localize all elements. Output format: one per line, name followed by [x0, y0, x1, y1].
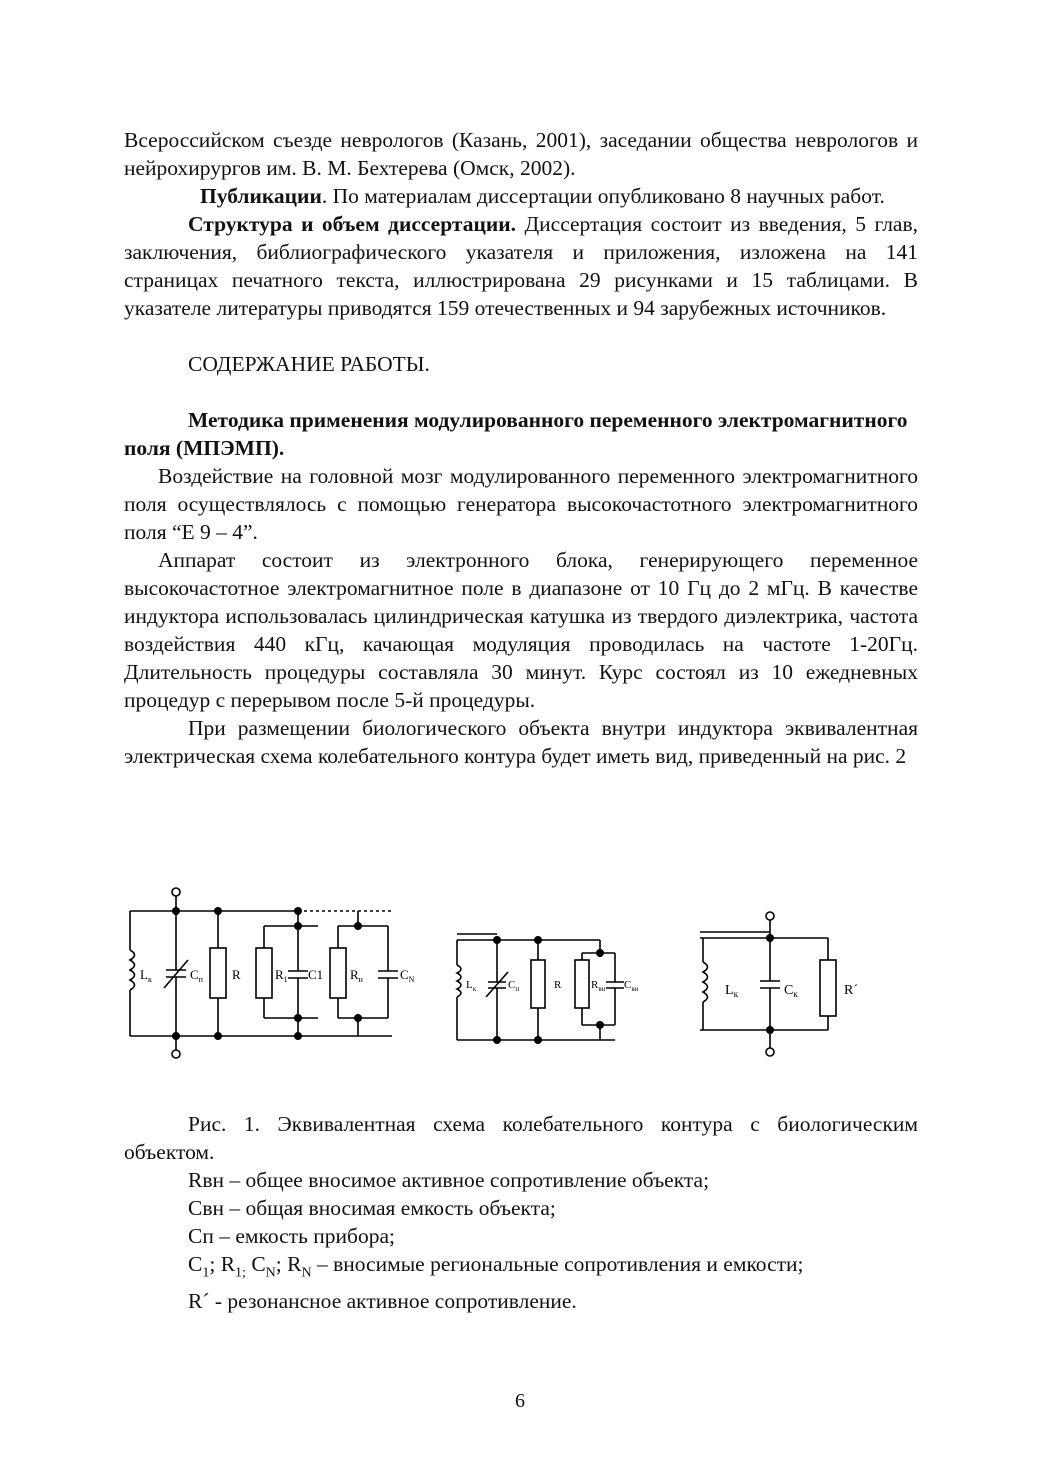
svg-text:Cк: $C_к$	[784, 983, 798, 999]
svg-text:Lк: $L_к$	[466, 979, 477, 993]
paragraph-apparatus: Аппарат состоит из электронного блока, генерирующего переменное высокочастотное электромагнитное поле в диапазоне от 10 Гц до 2 мГц. В качестве индуктора использовалась цилиндрическая катушка из твердого диэлектрика, частота воздействия 440 кГц, качающая модуляция проводилась на частоте 1-20Гц. Длительность процедуры составляла 30 минут. Курс состоял из 10 ежедневных процедур с перерывом после 5-й процедуры.	[124, 548, 918, 712]
page-number: 6	[515, 1390, 525, 1412]
paragraph-placement: При размещении биологического объекта внутри индуктора эквивалентная электрическая схема колебательного контура будет иметь вид, приведенный на рис. 2	[124, 716, 918, 768]
svg-text:Rн: $R_н$	[350, 967, 363, 984]
svg-text:Rвн: $R_{вн}$	[591, 979, 606, 993]
circuit-1	[130, 888, 415, 1058]
paragraph-conferences: Всероссийском съезде неврологов (Казань, 2001), заседании общества неврологов и нейрохирургов им. В. М. Бехтерева (Омск, 2002).	[124, 128, 918, 180]
method-heading: Методика применения модулированного переменного электромагнитного поля (МПЭМП).	[124, 408, 908, 460]
document-body	[124, 126, 918, 770]
svg-text:Cп: $C_п$	[508, 979, 520, 993]
svg-text:Cвн: $C_{вн}$	[624, 979, 639, 993]
legend-item: R´ - резонансное активное сопротивление.	[188, 1289, 577, 1314]
legend-item: Cп – емкость прибора;	[188, 1224, 395, 1248]
structure-label: Структура и объем диссертации.	[188, 212, 517, 236]
svg-text:CN: $C_N$	[400, 967, 415, 984]
section-title: СОДЕРЖАНИЕ РАБОТЫ.	[188, 352, 430, 376]
legend-item: Cвн – общая вносимая емкость объекта;	[188, 1196, 556, 1220]
svg-text:Cп: $C_п$	[190, 967, 203, 984]
paragraph-publications: Публикации. По материалам диссертации опубликовано 8 научных работ.	[200, 184, 885, 208]
publications-label: Публикации	[200, 184, 322, 208]
svg-text:R1: $R_1$	[275, 967, 288, 984]
svg-text:R´: R´	[844, 983, 858, 998]
figure-caption	[124, 1110, 918, 1315]
svg-text:C1: C1	[308, 967, 324, 982]
circuit-schematic	[120, 880, 920, 1070]
paragraph-structure: Структура и объем диссертации. Диссертация состоит из введения, 5 глав, заключения, библиографического указателя и приложения, изложена на 141 страницах печатного текста, иллюстрирована 29 рисунками и 15 таблицами. В указателе литературы приводятся 159 отечественных и 94 зарубежных источников.	[124, 212, 918, 320]
circuit-2	[457, 934, 639, 1044]
svg-text:R: R	[232, 967, 241, 982]
circuit-3	[700, 912, 858, 1056]
svg-text:R: R	[554, 979, 562, 991]
paragraph-exposure: Воздействие на головной мозг модулированного переменного электромагнитного поля осуществлялось с помощью генератора высокочастотного электромагнитного поля “Е 9 – 4”.	[124, 464, 918, 544]
caption-line: Рис. 1. Эквивалентная схема колебательного контура с биологическим объектом.	[124, 1112, 918, 1164]
svg-text:Lк: $L_к$	[140, 967, 152, 984]
svg-text:Lк: $L_к$	[725, 983, 738, 999]
legend-item: Rвн – общее вносимое активное сопротивление объекта;	[188, 1168, 710, 1192]
legend-item-regional: $C_1$; $R_{1;}$ $C_N$; $R_N$ – вносимые региональные сопротивления и емкости;	[188, 1252, 804, 1281]
